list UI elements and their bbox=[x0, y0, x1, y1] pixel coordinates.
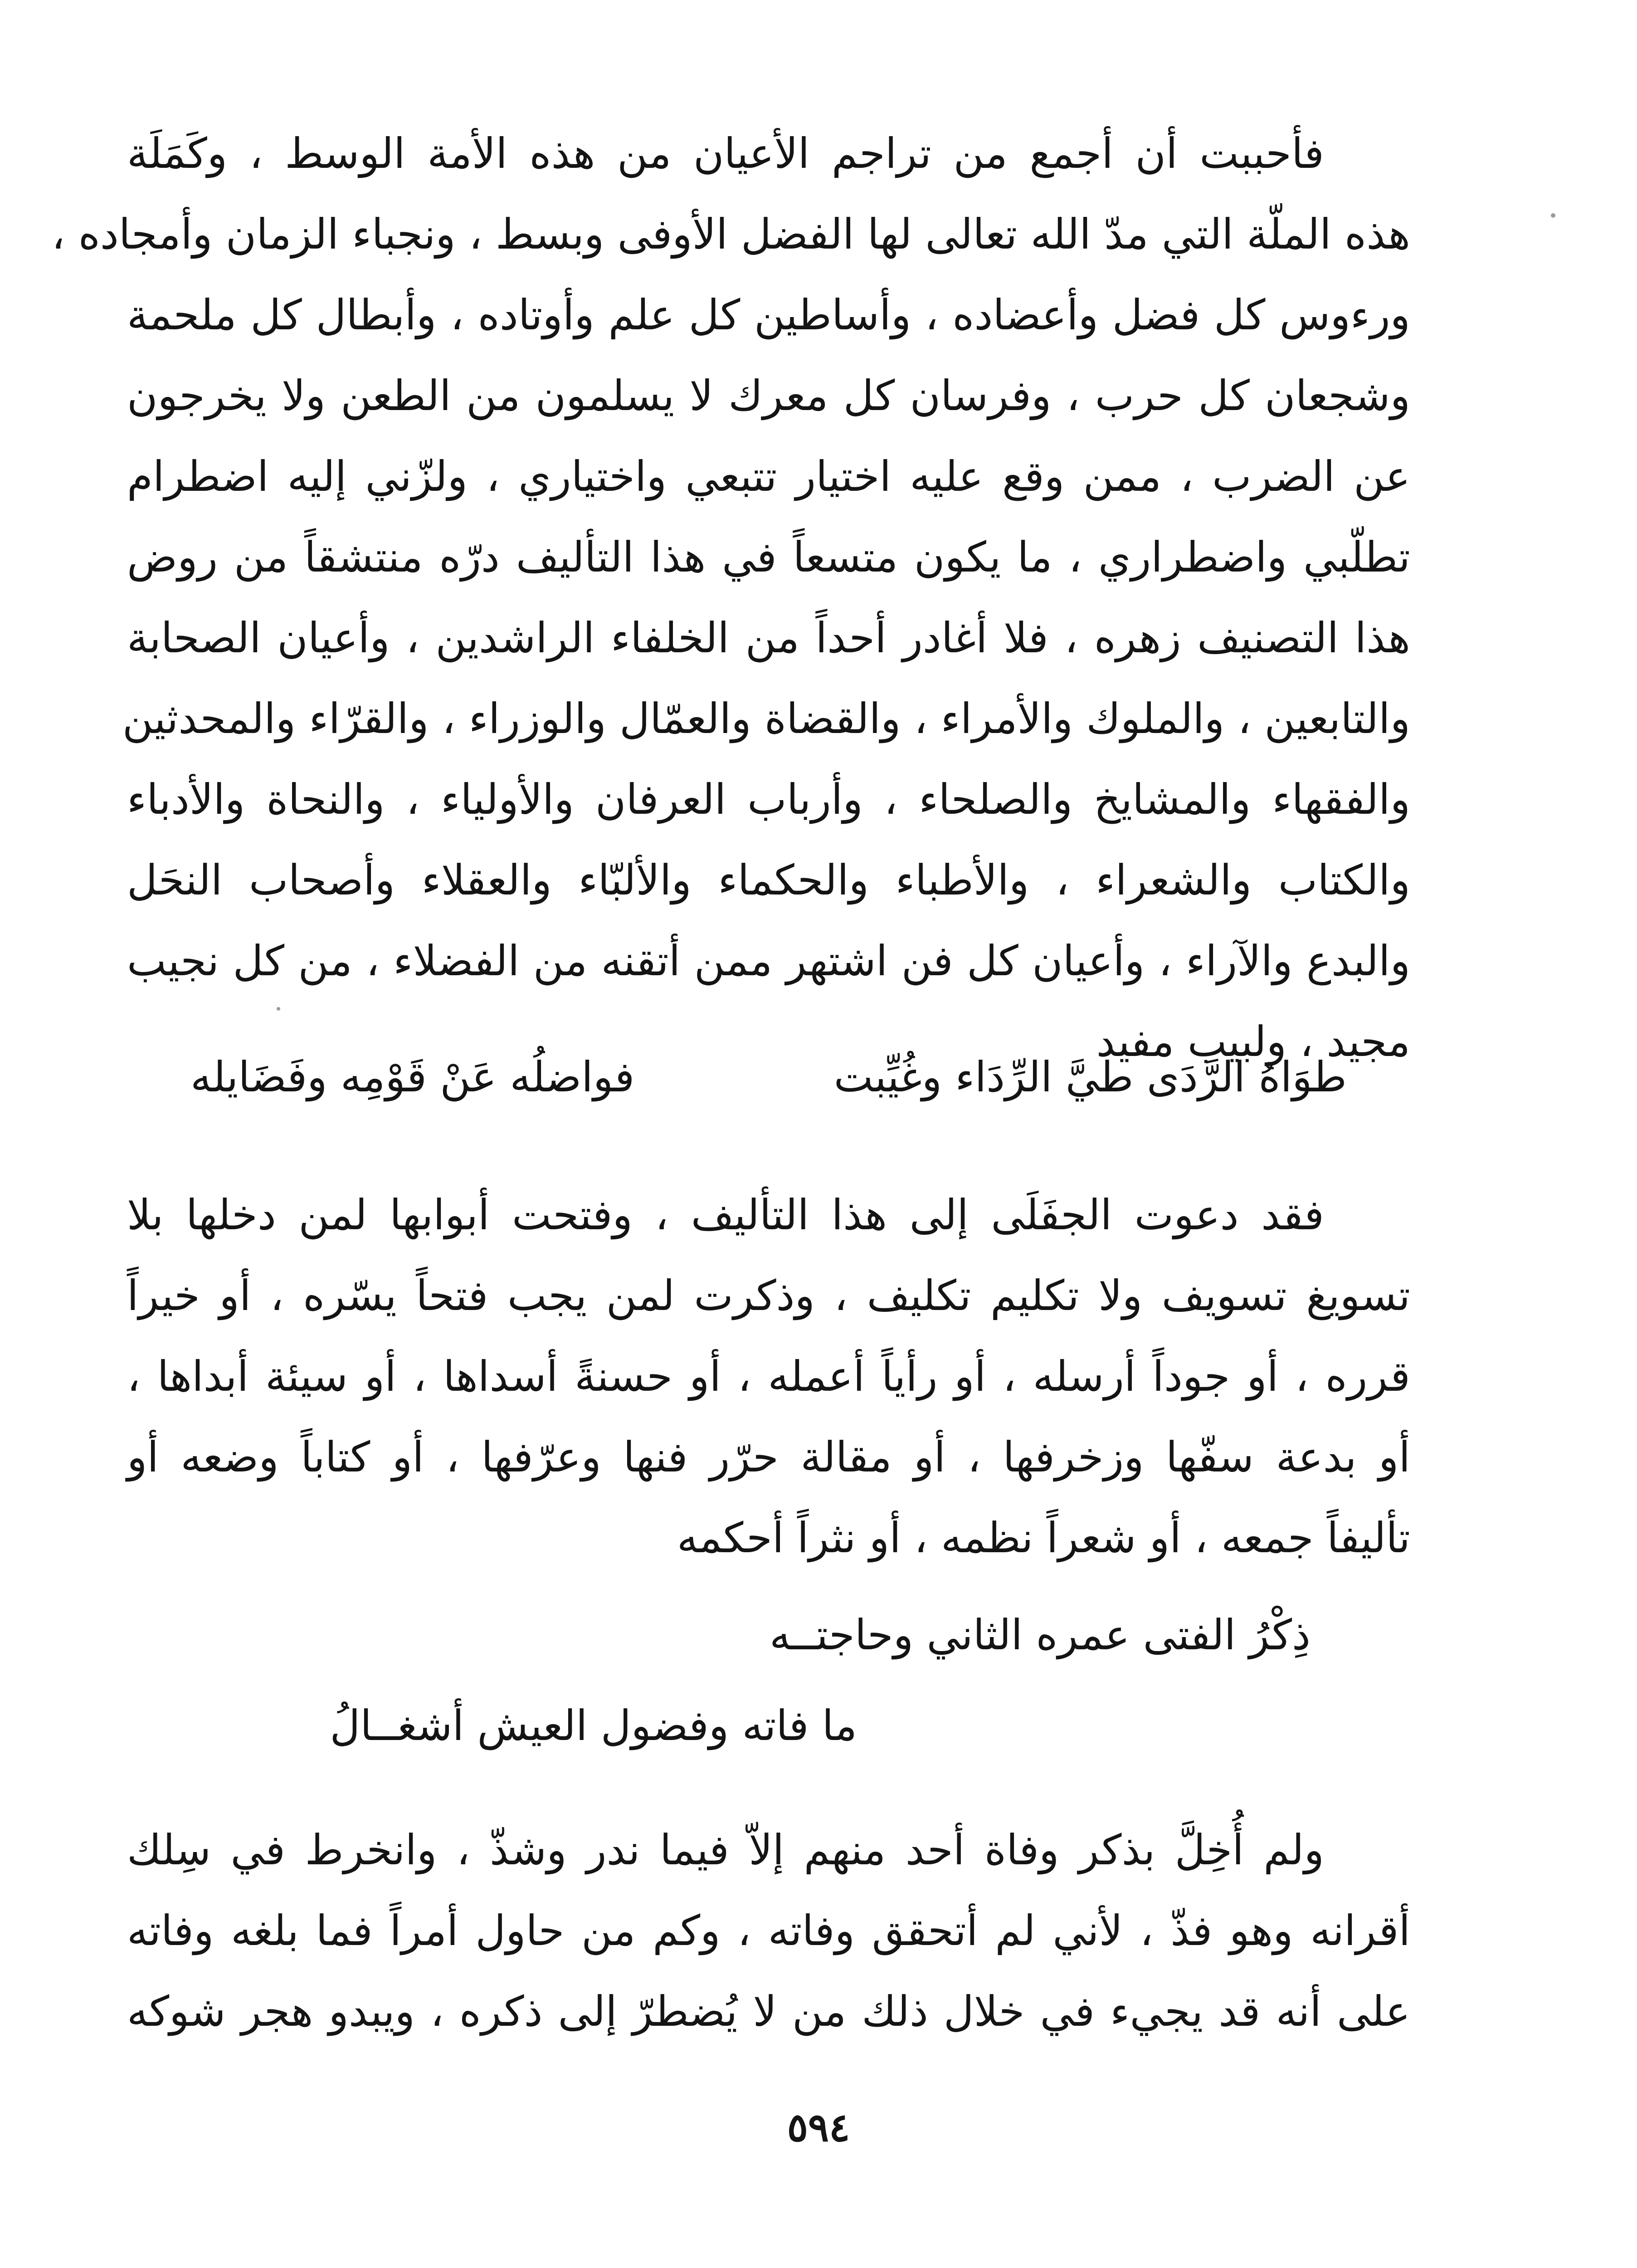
text-line: وشجعان كل حرب ، وفرسان كل معرك لا يسلمون من الطعن ولا يخرجون bbox=[127, 371, 1410, 420]
paragraph-intro bbox=[51, 113, 1410, 1082]
text-line: أو بدعة سفّها وزخرفها ، أو مقالة حرّر فنها وعرّفها ، أو كتاباً وضعه أو bbox=[127, 1433, 1410, 1481]
text-line: هذا التصنيف زهره ، فلا أغادر أحداً من الخلفاء الراشدين ، وأعيان الصحابة bbox=[127, 614, 1410, 662]
verse-hemistich-left: فواضلُه عَنْ قَوْمِه وفَضَايله bbox=[190, 1053, 635, 1101]
text-line: فقد دعوت الجفَلَى إلى هذا التأليف ، وفتحت أبوابها لمن دخلها بلا bbox=[127, 1191, 1324, 1239]
text-line: تأليفاً جمعه ، أو شعراً نظمه ، أو نثراً أحكمه bbox=[677, 1514, 1410, 1562]
text-line: عن الضرب ، ممن وقع عليه اختيار تتبعي واختياري ، ولزّني إليه اضطرام bbox=[127, 452, 1410, 501]
page-number: ٥٩٤ bbox=[787, 2105, 850, 2151]
text-line: والفقهاء والمشايخ والصلحاء ، وأرباب العرفان والأولياء ، والنحاة والأدباء bbox=[127, 775, 1410, 824]
verse-line-1: ذِكْرُ الفتى عمره الثاني وحاجتــه bbox=[770, 1611, 1311, 1659]
text-line: ولم أُخِلَّ بذكر وفاة أحد منهم إلاّ فيما ندر وشذّ ، وانخرط في سِلك bbox=[127, 1826, 1324, 1874]
text-line: والكتاب والشعراء ، والأطباء والحكماء والألبّاء والعقلاء وأصحاب النحَل bbox=[127, 856, 1410, 904]
text-line: والبدع والآراء ، وأعيان كل فن اشتهر ممن أتقنه من الفضلاء ، من كل نجيب bbox=[127, 937, 1410, 985]
text-line: أقرانه وهو فذّ ، لأني لم أتحقق وفاته ، وكم من حاول أمراً فما بلغه وفاته bbox=[127, 1906, 1410, 1955]
text-line: هذه الملّة التي مدّ الله تعالى لها الفضل الأوفى وبسط ، ونجباء الزمان وأمجاده ، bbox=[51, 210, 1410, 259]
scan-speck bbox=[1551, 213, 1555, 218]
text-line: قرره ، أو جوداً أرسله ، أو رأياً أعمله ، أو حسنةً أسداها ، أو سيئة أبداها ، bbox=[127, 1352, 1411, 1401]
text-line: ورءوس كل فضل وأعضاده ، وأساطين كل علم وأوتاده ، وأبطال كل ملحمة bbox=[127, 291, 1410, 339]
scan-speck bbox=[277, 1007, 280, 1011]
paragraph-deaths bbox=[127, 1810, 1410, 2052]
paragraph-invitation bbox=[127, 1175, 1410, 1579]
text-line: والتابعين ، والملوك والأمراء ، والقضاة والعمّال والوزراء ، والقرّاء والمحدثين bbox=[122, 694, 1410, 743]
text-line: تطلّبي واضطراري ، ما يكون متسعاً في هذا التأليف درّه منتشقاً من روض bbox=[127, 533, 1410, 582]
text-line: مجيد ، ولبيب مفيد bbox=[1096, 1017, 1410, 1066]
text-line: تسويغ تسويف ولا تكليم تكليف ، وذكرت لمن يجب فتحاً يسّره ، أو خيراً bbox=[127, 1271, 1410, 1320]
verse-hemistich-right: طوَاهُ الرَّدَى طيَّ الرِّدَاء وغُيِّبت bbox=[833, 1053, 1347, 1101]
text-line: فأحببت أن أجمع من تراجم الأعيان من هذه الأمة الوسط ، وكَمَلَة bbox=[127, 129, 1324, 178]
verse-line-2: ما فاته وفضول العيش أشغــالُ bbox=[330, 1701, 857, 1750]
text-line: على أنه قد يجيء في خلال ذلك من لا يُضطرّ إلى ذكره ، ويبدو هجر شوكه bbox=[127, 1987, 1410, 2036]
